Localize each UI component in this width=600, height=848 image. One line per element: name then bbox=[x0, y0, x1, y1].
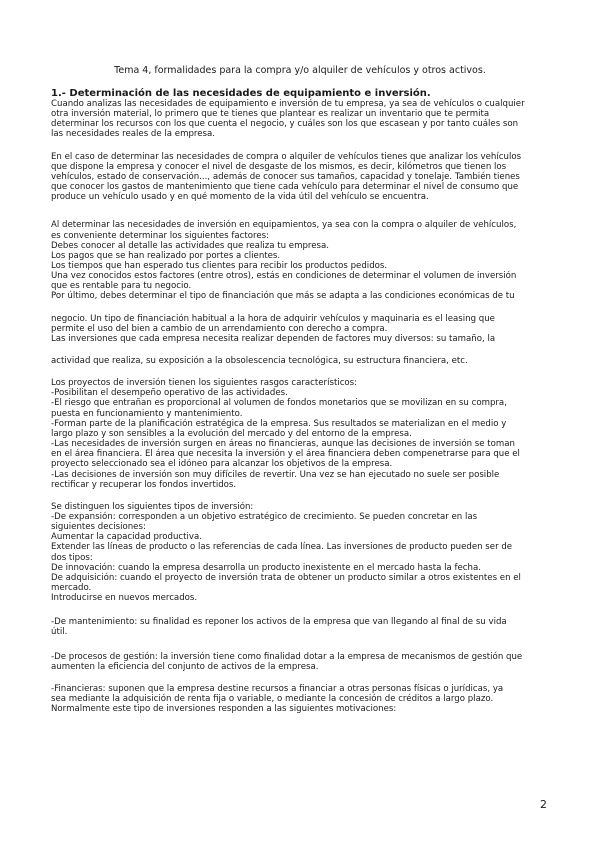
text-line: permite el uso del bien a cambio de un arrendamiento con derecho a compra. bbox=[51, 323, 388, 334]
text-line: que es rentable para tu negocio. bbox=[51, 281, 192, 292]
text-line: -Las necesidades de inversión surgen en áreas no financieras, aunque las decisiones de inversión se toman bbox=[51, 439, 515, 450]
text-line: que dispone la empresa y conocer el nivel de desgaste de los mismos, es decir, kilómetros que tienen los bbox=[51, 161, 507, 172]
text-line: útil. bbox=[51, 627, 68, 638]
text-line: dos tipos: bbox=[51, 552, 93, 563]
body-text bbox=[51, 0, 555, 848]
text-line: -De expansión: corresponden a un objetivo estratégico de crecimiento. Se pueden concretar en las bbox=[51, 511, 478, 522]
text-line: otra inversión material, lo primero que te tienes que plantear es realizar un inventario que te permita bbox=[51, 109, 490, 120]
text-line: Al determinar las necesidades de inversión en equipamientos, ya sea con la compra o alquiler de vehículos, bbox=[51, 220, 517, 231]
text-line: -De mantenimiento: su finalidad es reponer los activos de la empresa que van llegando al final de su vida bbox=[51, 617, 507, 628]
text-line: actividad que realiza, su exposición a la obsolescencia tecnológica, su estructura financiera, etc. bbox=[51, 356, 468, 366]
text-line: Por último, debes determinar el tipo de financiación que más se adapta a las condiciones económicas de tu bbox=[51, 291, 515, 302]
text-line: -Forman parte de la planificación estratégica de la empresa. Sus resultados se materializan en el medio y bbox=[51, 418, 507, 429]
text-line: siguientes decisiones: bbox=[51, 522, 146, 533]
text-line: Una vez conocidos estos factores (entre otros), estás en condiciones de determinar el volumen de inversión bbox=[51, 271, 517, 282]
text-line: sea mediante la adquisición de renta fija o variable, o mediante la concesión de créditos a largo plazo. bbox=[51, 694, 494, 705]
text-line: -Posibilitan el desempeño operativo de las actividades. bbox=[51, 388, 288, 399]
text-line: Se distinguen los siguientes tipos de inversión: bbox=[51, 501, 254, 512]
text-line: -De procesos de gestión: la inversión tiene como finalidad dotar a la empresa de mecanismos de gestión que bbox=[51, 651, 523, 662]
text-line: Extender las líneas de producto o las referencias de cada línea. Las inversiones de producto pueden ser de bbox=[51, 542, 513, 553]
text-line: produce un vehículo usado y en qué momento de la vida útil del vehículo se encuentra. bbox=[51, 192, 429, 203]
text-line: rectificar y recuperar los fondos invertidos. bbox=[51, 479, 237, 490]
section-heading: 1.- Determinación de las necesidades de equipamiento e inversión. bbox=[51, 88, 431, 99]
text-line: Los pagos que se han realizado por portes a clientes. bbox=[51, 250, 281, 261]
page-title: Tema 4, formalidades para la compra y/o alquiler de vehículos y otros activos. bbox=[114, 65, 486, 76]
text-line: Normalmente este tipo de inversiones responden a las siguientes motivaciones: bbox=[51, 704, 397, 715]
text-line: Los tiempos que han esperado tus clientes para recibir los productos pedidos. bbox=[51, 260, 388, 271]
text-line: Aumentar la capacidad productiva. bbox=[51, 532, 202, 543]
text-line: largo plazo y son sensibles a la evolución del mercado y del entorno de la empresa. bbox=[51, 428, 412, 439]
text-line: en el área financiera. El área que necesita la inversión y el área financiera deben compenetrarse para que el bbox=[51, 449, 520, 460]
text-line: Los proyectos de inversión tienen los siguientes rasgos característicos: bbox=[51, 378, 358, 389]
text-line: aumenten la eficiencia del conjunto de activos de la empresa. bbox=[51, 661, 319, 672]
text-line: es conveniente determinar los siguientes factores: bbox=[51, 230, 270, 241]
text-line: Introducirse en nuevos mercados. bbox=[51, 593, 198, 604]
text-line: De adquisición: cuando el proyecto de inversión trata de obtener un producto similar a otros existentes en el bbox=[51, 572, 521, 583]
text-line: -Financieras: suponen que la empresa destine recursos a financiar a otras personas físicas o jurídicas, ya bbox=[51, 683, 504, 694]
page-number: 2 bbox=[540, 798, 547, 811]
text-line: determinar los recursos con los que cuenta el negocio, y cuáles son los que escasean y por tanto cuáles son bbox=[51, 119, 519, 130]
text-line: Cuando analizas las necesidades de equipamiento e inversión de tu empresa, ya sea de vehículos o cualquier bbox=[51, 99, 525, 109]
text-line: negocio. Un tipo de financiación habitual a la hora de adquirir vehículos y maquinaria es el leasing que bbox=[51, 313, 495, 324]
text-line: Las inversiones que cada empresa necesita realizar dependen de factores muy diversos: su tamaño, la bbox=[51, 333, 496, 344]
text-line: -Las decisiones de inversión son muy difíciles de revertir. Una vez se han ejecutado no suele ser posible bbox=[51, 469, 500, 480]
text-line: -El riesgo que entrañan es proporcional al volumen de fondos monetarios que se movilizan en su compra, bbox=[51, 398, 507, 409]
text-line: mercado. bbox=[51, 583, 92, 593]
text-line: las necesidades reales de la empresa. bbox=[51, 129, 216, 140]
text-line: De innovación: cuando la empresa desarrolla un producto inexistente en el mercado hasta la fecha. bbox=[51, 562, 481, 573]
text-line: En el caso de determinar las necesidades de compra o alquiler de vehículos tienes que analizar los vehículos bbox=[51, 151, 522, 162]
text-line: puesta en funcionamiento y mantenimiento. bbox=[51, 408, 243, 419]
text-line: vehículos, estado de conservación..., además de conocer sus tamaños, capacidad y tonelaje. También tienes bbox=[51, 171, 520, 182]
text-line: proyecto seleccionado sea el idóneo para alcanzar los objetivos de la empresa. bbox=[51, 459, 393, 470]
text-line: Debes conocer al detalle las actividades que realiza tu empresa. bbox=[51, 240, 330, 251]
text-line: que conocer los gastos de mantenimiento que tiene cada vehículo para determinar el nivel de consumo que bbox=[51, 182, 519, 193]
